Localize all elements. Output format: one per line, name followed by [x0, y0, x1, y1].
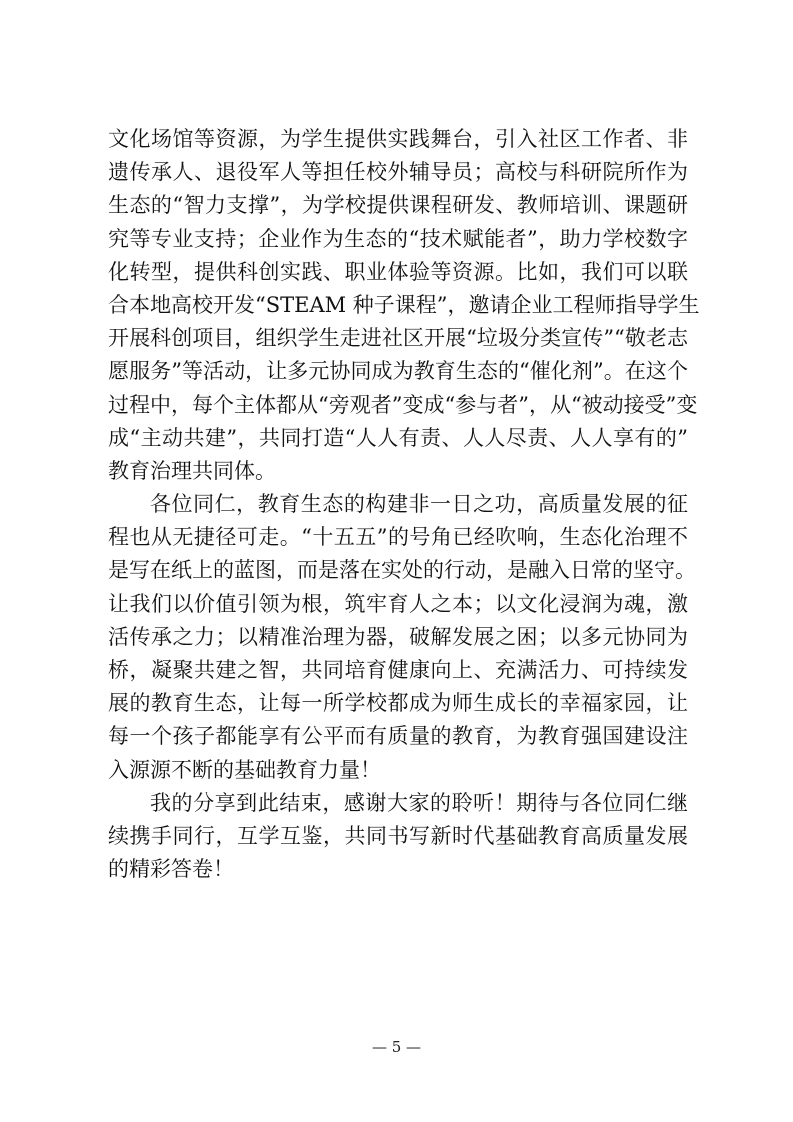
text-line: 成“主动共建”，共同打造“人人有责、人人尽责、人人享有的”	[108, 425, 688, 450]
text-line: 展的教育生态，让每一所学校都成为师生成长的幸福家园，让	[108, 691, 688, 716]
text-line: 开展科创项目，组织学生走进社区开展“垃圾分类宣传”“敬老志	[108, 326, 688, 351]
paragraph	[108, 787, 688, 887]
text-line: 我的分享到此结束，感谢大家的聆听！期待与各位同仁继	[150, 790, 688, 815]
text-line: 的精彩答卷！	[108, 857, 234, 882]
text-line: 让我们以价值引领为根，筑牢育人之本；以文化浸润为魂，激	[108, 591, 688, 616]
text-line: 每一个孩子都能享有公平而有质量的教育，为教育强国建设注	[108, 724, 688, 749]
text-line: 是写在纸上的蓝图，而是落在实处的行动，是融入日常的坚守。	[108, 558, 696, 583]
text-line: 遗传承人、退役军人等担任校外辅导员；高校与科研院所作为	[108, 160, 688, 185]
text-line: 过程中，每个主体都从“旁观者”变成“参与者”，从“被动接受”变	[108, 392, 698, 417]
text-line: 活传承之力；以精准治理为器，破解发展之困；以多元协同为	[108, 624, 688, 649]
paragraph	[108, 488, 696, 787]
text-line: 文化场馆等资源，为学生提供实践舞台，引入社区工作者、非	[108, 127, 688, 151]
text-line: 入源源不断的基础教育力量！	[108, 757, 381, 782]
text-line: 各位同仁，教育生态的构建非一日之功，高质量发展的征	[150, 492, 688, 517]
text-line: 续携手同行，互学互鉴，共同书写新时代基础教育高质量发展	[108, 823, 688, 848]
text-line: 教育治理共同体。	[108, 458, 276, 483]
text-line: 化转型，提供科创实践、职业体验等资源。比如，我们可以联	[108, 259, 688, 284]
text-line: 桥，凝聚共建之智，共同培育健康向上、充满活力、可持续发	[108, 658, 688, 682]
text-line: 生态的“智力支撑”，为学校提供课程研发、教师培训、课题研	[108, 193, 688, 218]
page-number: — 5 —	[371, 1038, 422, 1056]
text-line: 愿服务”等活动，让多元协同成为教育生态的“催化剂”。在这个	[108, 359, 688, 384]
text-line: 究等专业支持；企业作为生态的“技术赋能者”，助力学校数字	[108, 226, 688, 251]
paragraph	[108, 123, 700, 488]
text-line: 程也从无捷径可走。“十五五”的号角已经吹响，生态化治理不	[108, 525, 688, 550]
text-line: 合本地高校开发“STEAM 种子课程”，邀请企业工程师指导学生	[108, 292, 700, 317]
page-body	[108, 123, 700, 886]
